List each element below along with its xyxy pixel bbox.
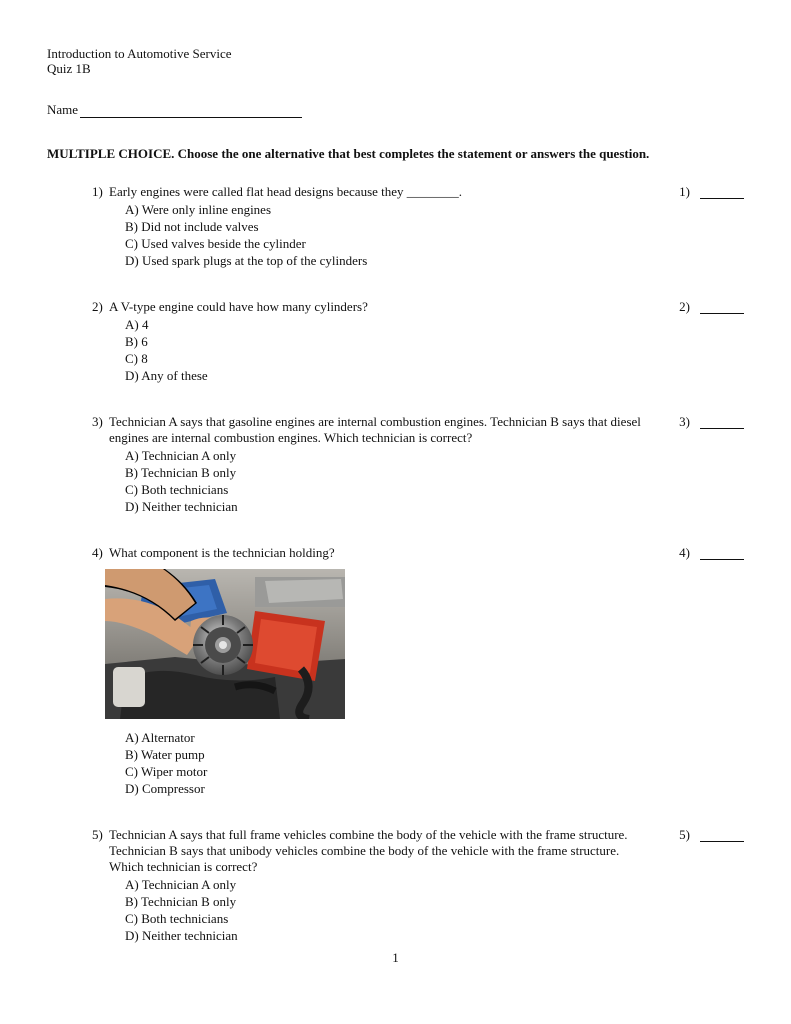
question-4 <box>47 545 744 797</box>
question-text: Technician A says that full frame vehicles combine the body of the vehicle with the frame structure. Technician B says that unibody vehicles combine the body of the vehicle with the frame structure. Which technician is correct? <box>109 827 628 874</box>
quiz-title: Quiz 1B <box>47 61 91 76</box>
option-b: B) Technician B only <box>125 465 237 480</box>
question-text: Technician A says that gasoline engines are internal combustion engines. Technician B says that diesel engines are internal combustion engines. Which technician is correct? <box>109 414 641 445</box>
answer-number: 4) <box>679 545 690 560</box>
question-2-answer <box>652 299 744 384</box>
question-5 <box>47 827 744 944</box>
question-1-answer <box>652 184 744 269</box>
question-2-main <box>92 299 652 384</box>
name-label: Name <box>47 102 79 117</box>
question-2-options <box>125 316 652 384</box>
page-number: 1 <box>392 950 399 965</box>
answer-number: 5) <box>679 827 690 842</box>
question-3-main <box>92 414 652 515</box>
question-4-answer <box>652 545 744 797</box>
option-d: D) Any of these <box>125 368 208 383</box>
option-c: C) Both technicians <box>125 482 229 497</box>
question-3-answer <box>652 414 744 515</box>
question-text: What component is the technician holding? <box>109 545 335 560</box>
option-b: B) Technician B only <box>125 894 237 909</box>
answer-number: 1) <box>679 184 690 199</box>
question-number: 1) <box>92 184 103 199</box>
question-number: 3) <box>92 414 103 429</box>
option-d: D) Used spark plugs at the top of the cylinders <box>125 253 368 268</box>
question-2 <box>47 299 744 384</box>
answer-number: 3) <box>679 414 690 429</box>
option-a: A) 4 <box>125 317 149 332</box>
question-5-options <box>125 876 652 944</box>
option-b: B) Water pump <box>125 747 205 762</box>
question-photo <box>105 569 345 719</box>
section-instruction: MULTIPLE CHOICE. Choose the one alternative that best completes the statement or answers the question. <box>47 146 650 161</box>
answer-blank-line <box>700 414 744 429</box>
question-text: A V-type engine could have how many cylinders? <box>109 299 368 314</box>
question-3-options <box>125 447 652 515</box>
question-3 <box>47 414 744 515</box>
answer-blank-line <box>700 827 744 842</box>
option-d: D) Neither technician <box>125 928 238 943</box>
option-d: D) Compressor <box>125 781 205 796</box>
question-1-options <box>125 201 652 269</box>
name-row <box>47 102 744 118</box>
option-c: C) Used valves beside the cylinder <box>125 236 306 251</box>
option-a: A) Were only inline engines <box>125 202 272 217</box>
question-4-options <box>125 729 652 797</box>
question-1-main <box>92 184 652 269</box>
question-list <box>47 184 744 944</box>
option-d: D) Neither technician <box>125 499 238 514</box>
option-c: C) Wiper motor <box>125 764 208 779</box>
course-title: Introduction to Automotive Service <box>47 46 232 61</box>
question-4-main <box>92 545 652 797</box>
option-a: A) Technician A only <box>125 877 237 892</box>
option-b: B) 6 <box>125 334 148 349</box>
answer-blank-line <box>700 545 744 560</box>
question-5-main <box>92 827 652 944</box>
name-blank-line <box>80 104 302 118</box>
answer-number: 2) <box>679 299 690 314</box>
option-c: C) Both technicians <box>125 911 229 926</box>
option-a: A) Technician A only <box>125 448 237 463</box>
answer-blank-line <box>700 184 744 199</box>
option-c: C) 8 <box>125 351 148 366</box>
question-number: 2) <box>92 299 103 314</box>
question-number: 4) <box>92 545 103 560</box>
option-a: A) Alternator <box>125 730 195 745</box>
question-1 <box>47 184 744 269</box>
question-number: 5) <box>92 827 103 842</box>
question-text: Early engines were called flat head designs because they ________. <box>109 184 463 199</box>
question-5-answer <box>652 827 744 944</box>
answer-blank-line <box>700 299 744 314</box>
option-b: B) Did not include valves <box>125 219 259 234</box>
engine-bay-photo-graphic <box>105 569 345 719</box>
